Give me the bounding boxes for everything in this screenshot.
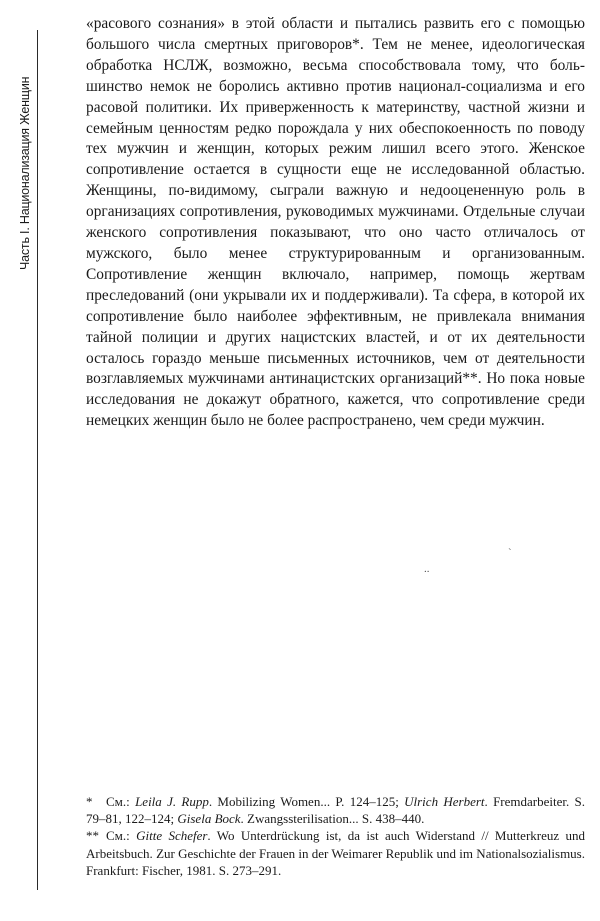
stray-tick: ` bbox=[508, 547, 512, 559]
footnote-author: Leila J. Rupp bbox=[135, 794, 209, 809]
footnote-author: Gitte Schefer bbox=[136, 828, 208, 844]
main-text-block bbox=[86, 14, 585, 432]
body-paragraph: «расового сознания» в этой области и пытались развить его с помощью большого числа смертных приговоров*. Тем не менее, идеологическая обработка НСЛЖ, возможно, весьма способствовала тому, что большинство немок не боролись активно против национал-социализма и его расовой политики. Их приверженность к материнству, частной жизни и семейным ценностям редко порождала у них обеспокоенность по поводу тех мужчин и женщин, которых режим лишил всего этого. Женское сопротивление остается в сущности еще не исследованной областью. Женщины, по-видимому, сыграли важную и недооцененную роль в организациях сопротивления, руководимых мужчинами. Отдельные случаи женского сопротивления показывают, что оно часто отличалось от мужского, было менее структурированным и организованным. Сопротивление женщин включало, например, помощь жертвам преследований (они укрывали их и поддерживали). Та сфера, в которой их сопротивление было наиболее эффективным, не привлекала внимания тайной полиции и других нацистских властей, и от их деятельности осталось гораздо меньше письменных источников, чем от деятельности возглавляемых мужчинами антинацистских организаций**. Но пока новые исследования не докажут обратного, кажется, что сопротивление среди немецких женщин было не более распространено, чем среди мужчин. bbox=[86, 15, 585, 430]
footnote-prefix: См.: bbox=[106, 794, 136, 809]
footnote-prefix: См.: bbox=[106, 828, 137, 844]
footnote-author: Gisela Bock bbox=[177, 811, 241, 827]
footnotes bbox=[86, 793, 585, 879]
footnote-text: . Mobilizing Women... P. 124–125; bbox=[208, 794, 405, 809]
footnote-1 bbox=[86, 793, 585, 827]
footnote-text: . Fremdarbeiter. S. 79–81, 122–124; bbox=[86, 794, 586, 827]
footnote-text: . Wo Unterdrückung ist, da ist auch Widerstand // Mutterkreuz und Arbeitsbuch. Zur Geschichte der Frauen in der Weimarer Republik und im Nationalsozialismus. Frankfurt: Fischer, 1981. S. 273–291. bbox=[86, 828, 585, 878]
stray-dots: .. bbox=[424, 563, 430, 575]
footnote-text: . Zwangssterilisation... S. 438–440. bbox=[240, 811, 425, 827]
footnote-2 bbox=[86, 827, 585, 879]
running-head: Часть I. Национализация Женщин bbox=[18, 76, 32, 270]
margin-rule bbox=[37, 30, 38, 890]
footnote-marker: ** bbox=[86, 828, 99, 844]
footnote-author: Ulrich Herbert bbox=[404, 794, 485, 809]
footnote-marker: * bbox=[86, 794, 93, 809]
